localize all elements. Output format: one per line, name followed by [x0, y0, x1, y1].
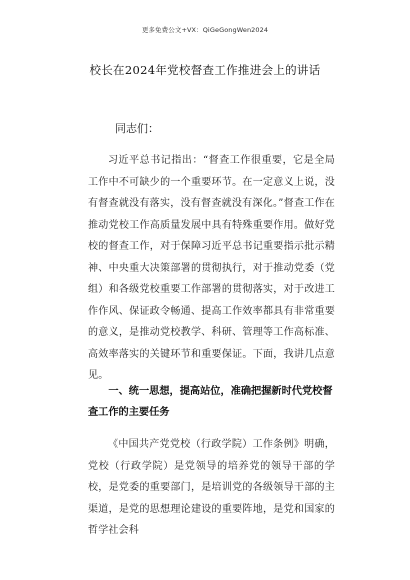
body-paragraph: 习近平总书记指出：“督查工作很重要，它是全局工作中不可缺少的一个重要环节。在一定意义上说，没有督查就没有落实，没有督查就没有深化。”督查工作在推动党校工作高质量发展中具有特殊重要作用。做好党校的督查工作，对于保障习近平总书记重要指示批示精神、中央重大决策部署的贯彻执行，对于推动党委（党组）和各级党校重要工作部署的贯彻落实，对于改进工作作风、保证政令畅通、提高工作效率都具有非常重要的意义，是推动党校教学、科研、管理等工作高标准、高效率落实的关键环节和重要保证。下面，我讲几点意见。 — [88, 155, 335, 381]
header-note: 更多免费公文+VX：QiGeGongWen2024 — [141, 26, 269, 34]
document-title: 校长在2024年党校督查工作推进会上的讲话 — [89, 63, 321, 77]
section-heading: 一、统一思想，提高站位，准确把握新时代党校督查工作的主要任务 — [88, 386, 333, 418]
body-paragraph: 《中国共产党党校（行政学院）工作条例》明确，党校（行政学院）是党领导的培养党的领导干部的学校，是党委的重要部门，是培训党的各级领导干部的主渠道，是党的思想理论建设的重要阵地，是党和国家的哲学社会科 — [88, 439, 335, 536]
salutation: 同志们： — [115, 122, 159, 135]
